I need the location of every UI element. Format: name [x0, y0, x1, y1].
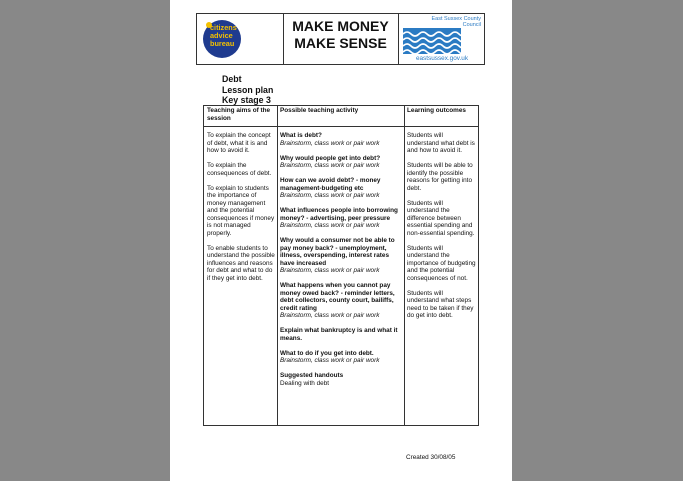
- activity-item: [280, 177, 402, 200]
- es-logo-name: East Sussex County Council: [431, 16, 481, 28]
- activities-list: [280, 132, 402, 395]
- activity-method: Brainstorm, class work or pair work: [280, 267, 380, 274]
- header-teaching-activity: Possible teaching activity: [280, 107, 359, 114]
- activity-item: [280, 207, 402, 230]
- column-learning-outcomes: [404, 106, 478, 425]
- activity-question: Suggested handouts: [280, 372, 344, 379]
- title-line-2: MAKE SENSE: [294, 35, 387, 51]
- activity-question: What to do if you get into debt.: [280, 349, 374, 357]
- document-page: [170, 0, 512, 481]
- cab-logo-text: citizens advice bureau: [210, 23, 237, 48]
- aims-list: [207, 132, 275, 290]
- citizens-advice-logo: [197, 14, 284, 64]
- activity-method: Brainstorm, class work or pair work: [280, 222, 380, 229]
- header-learning-outcomes: Learning outcomes: [407, 107, 466, 114]
- aim-item: To explain to students the importance of money management and the potential consequences if money is not managed properly.: [207, 184, 275, 237]
- activity-question: What happens when you cannot pay money owed back? - reminder letters, debt collectors, county court, bailiffs, credit rating: [280, 282, 395, 312]
- east-sussex-logo: [398, 14, 485, 64]
- lesson-doc-type: Lesson plan: [222, 84, 274, 95]
- activity-question: Why would people get into debt?: [280, 154, 381, 162]
- activity-item: [280, 350, 402, 365]
- document-header: [196, 13, 485, 65]
- outcome-item: Students will understand what steps need to be taken if they do get into debt.: [407, 289, 474, 319]
- activity-question: Explain what bankruptcy is and what it means.: [280, 327, 398, 342]
- outcome-item: Students will understand what debt is and how to avoid it.: [407, 132, 475, 154]
- activity-question: How can we avoid debt? - money management-budgeting etc: [280, 177, 381, 192]
- outcomes-list: [407, 132, 476, 327]
- lesson-heading: [222, 74, 273, 106]
- activity-question: What is debt?: [280, 132, 322, 139]
- activity-method: Brainstorm, class work or pair work: [280, 357, 380, 364]
- outcome-item: Students will be able to identify the possible reasons for getting into debt.: [407, 162, 473, 192]
- activity-item: [280, 237, 402, 275]
- activity-item: [280, 372, 402, 387]
- activity-method: Brainstorm, class work or pair work: [280, 139, 380, 147]
- column-teaching-activity: [277, 106, 405, 425]
- activity-method: Brainstorm, class work or pair work: [280, 162, 380, 169]
- waves-icon: [403, 28, 461, 54]
- activity-question: What influences people into borrowing money? - advertising, peer pressure: [280, 207, 398, 222]
- es-logo-url: eastsussex.gov.uk: [415, 55, 469, 62]
- activity-method: Brainstorm, class work or pair work: [280, 312, 380, 319]
- created-date: Created 30/08/05: [406, 454, 456, 461]
- activity-handout: Dealing with debt: [280, 379, 330, 387]
- activity-item: [280, 282, 402, 320]
- aim-item: To explain the concept of debt, what it is and how to avoid it.: [207, 132, 271, 154]
- activity-question: Why would a consumer not be able to pay money back? - unemployment, illness, overspending, interest rates have increased: [280, 237, 395, 267]
- aim-item: To enable students to understand the possible influences and reasons for debt and what to do if they get into debt.: [207, 244, 275, 282]
- outcome-item: Students will understand the importance of budgeting and the potential consequences of not.: [407, 244, 476, 282]
- aim-item: To explain the consequences of debt.: [207, 162, 272, 177]
- lesson-plan-table: [203, 105, 479, 426]
- activity-item: [280, 155, 402, 170]
- header-teaching-aims: Teaching aims of the session: [207, 107, 271, 122]
- outcome-item: Students will understand the difference between essential spending and non-essential spending.: [407, 199, 475, 237]
- column-teaching-aims: [204, 106, 278, 425]
- title-line-1: MAKE MONEY: [292, 18, 389, 34]
- activity-item: [280, 327, 402, 342]
- lesson-stage: Key stage 3: [222, 95, 271, 105]
- activity-method: Brainstorm, class work or pair work: [280, 192, 380, 199]
- activity-item: [280, 132, 402, 147]
- document-title: [283, 14, 399, 64]
- lesson-subject: Debt: [222, 74, 242, 84]
